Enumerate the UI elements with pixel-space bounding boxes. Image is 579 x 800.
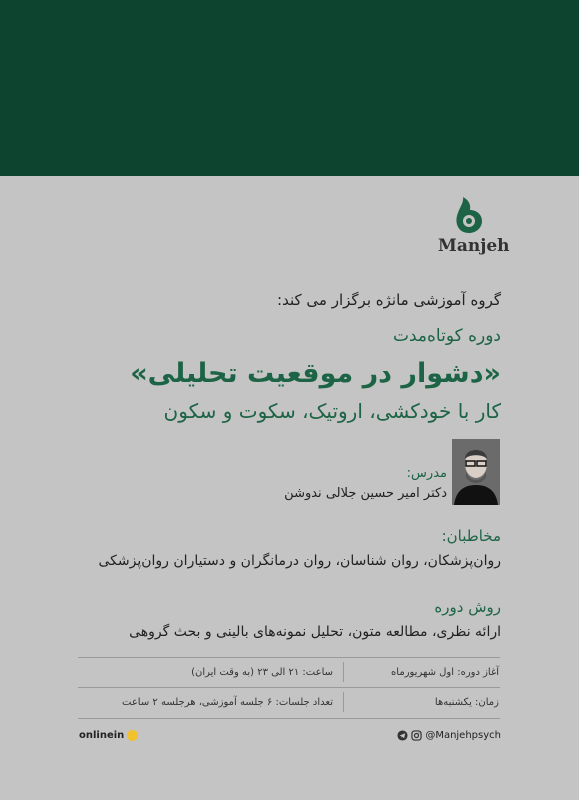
info-day: زمان: یکشنبه‌ها	[434, 697, 499, 708]
brand-logo	[438, 196, 510, 256]
platform-logo	[79, 730, 138, 741]
manjeh-leaf-icon	[454, 196, 484, 234]
info-sessions: تعداد جلسات: ۶ جلسه آموزشی، هرجلسه ۲ ساعت	[122, 697, 333, 708]
instructor-photo	[452, 439, 500, 505]
telegram-icon[interactable]	[397, 730, 408, 741]
divider	[78, 687, 500, 688]
info-time: ساعت: ۲۱ الی ۲۳ (به وقت ایران)	[191, 667, 333, 678]
course-type: دوره کوتاه‌مدت	[392, 326, 501, 346]
audience-label: مخاطبان:	[441, 527, 501, 545]
social-links	[397, 730, 501, 741]
info-start: آغاز دوره: اول شهریورماه	[391, 667, 499, 678]
method-text: ارائه نظری، مطالعه متون، تحلیل نمونه‌های بالینی و بحث گروهی	[129, 624, 501, 640]
audience-text: روان‌پزشکان، روان شناسان، روان درمانگران و دستیاران روان‌پزشکی	[98, 553, 501, 569]
divider	[78, 657, 500, 658]
course-title: «دشوار در موقعیت تحلیلی»	[130, 358, 501, 389]
divider	[343, 662, 344, 682]
instagram-icon[interactable]	[411, 730, 422, 741]
top-band	[0, 0, 579, 176]
social-handle[interactable]: @Manjehpsych	[425, 730, 501, 741]
divider	[78, 718, 500, 719]
instructor-label: مدرس:	[406, 466, 447, 481]
instructor-name: دکتر امیر حسین جلالی ندوشن	[284, 486, 447, 501]
platform-name: onlinein	[79, 730, 125, 741]
intro-text: گروه آموزشی مانژه برگزار می کند:	[277, 291, 501, 309]
course-subtitle: کار با خودکشی، اروتیک، سکوت و سکون	[163, 399, 501, 423]
method-label: روش دوره	[434, 598, 501, 616]
brand-name: Manjeh	[438, 236, 510, 256]
platform-icon	[127, 730, 138, 741]
divider	[343, 692, 344, 712]
